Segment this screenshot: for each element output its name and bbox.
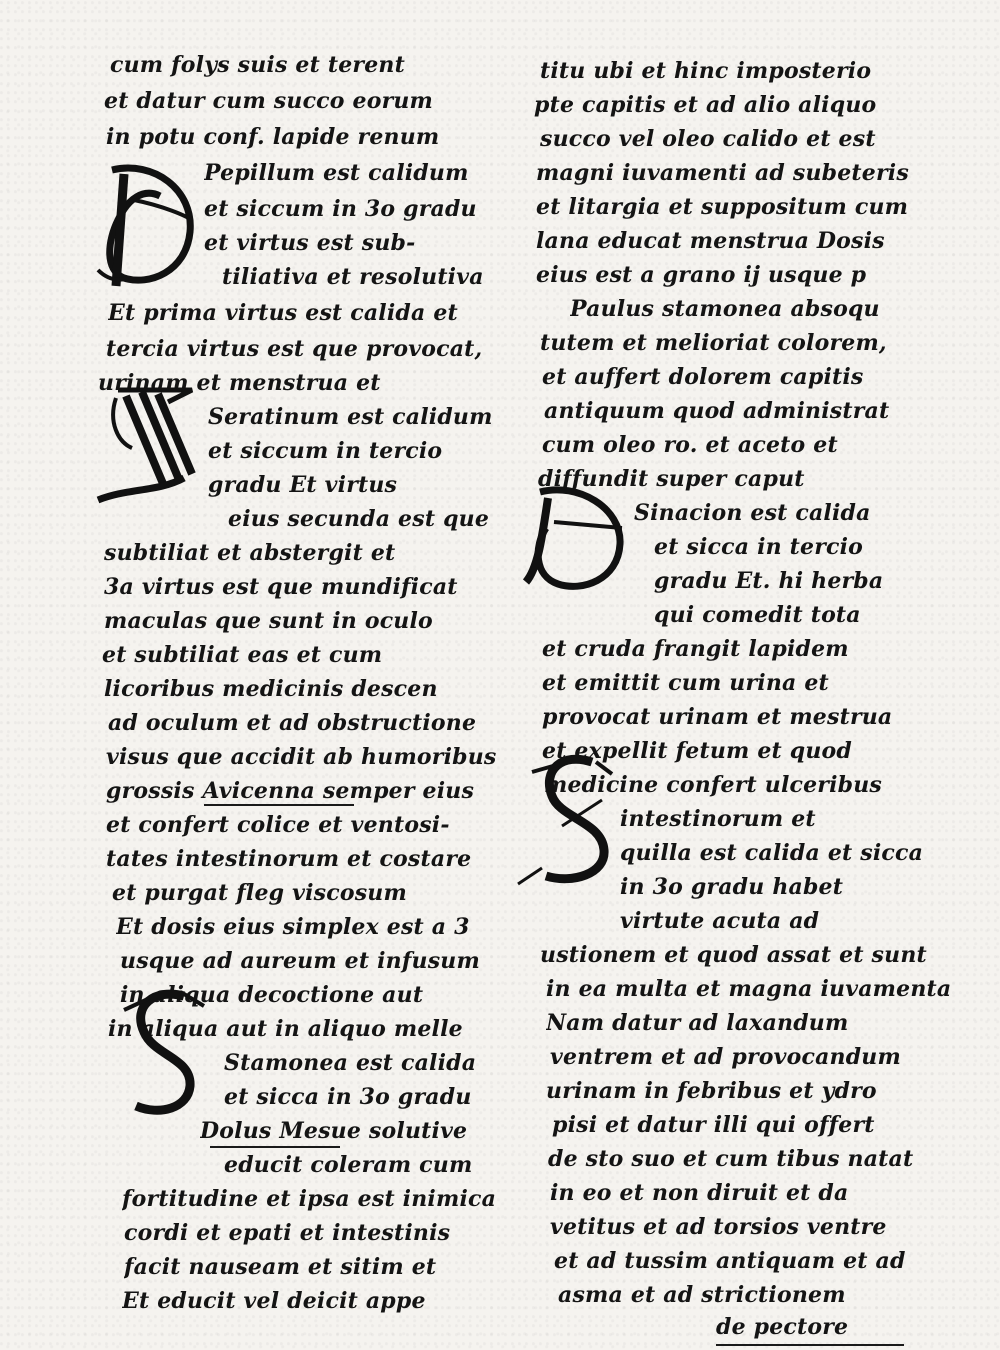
text-line: eius est a grano ij usque p [536,262,867,288]
text-line: tutem et melioriat colorem, [540,330,887,356]
text-line: provocat urinam et mestrua [542,704,893,730]
text-line: in aliqua decoctione aut [120,982,424,1008]
text-line: Et educit vel deicit appe [122,1288,426,1314]
text-line: magni iuvamenti ad subeteris [536,160,909,186]
text-line: gradu Et. hi herba [654,568,884,594]
text-line: et sicca in 3o gradu [224,1084,472,1110]
text-line: et datur cum succo eorum [104,88,434,114]
text-line: grossis Avicenna semper eius [106,778,475,804]
text-line: gradu Et virtus [208,472,398,498]
text-line: antiquum quod administrat [544,398,890,424]
text-line: ventrem et ad provocandum [550,1044,901,1070]
text-line: cum folys suis et terent [110,52,405,78]
text-line: de pectore [716,1314,849,1340]
text-line: Pepillum est calidum [204,160,469,186]
text-line: tercia virtus est que provocat, [106,336,483,362]
underline [204,804,354,806]
text-line: in eo et non diruit et da [550,1180,849,1206]
text-line: diffundit super caput [538,466,805,492]
text-line: eius secunda est que [228,506,490,532]
text-line: subtiliat et abstergit et [104,540,396,566]
text-line: Et dosis eius simplex est a 3 [116,914,470,940]
decorated-initial [512,752,632,892]
text-line: Et prima virtus est calida et [108,300,458,326]
text-line: et ad tussim antiquam et ad [554,1248,906,1274]
text-line: urinam et menstrua et [98,370,381,396]
text-line: Nam datur ad laxandum [546,1010,849,1036]
text-line: et auffert dolorem capitis [542,364,864,390]
text-line: succo vel oleo calido et est [540,126,876,152]
text-line: Paulus stamonea absoqu [570,296,880,322]
text-line: et virtus est sub- [204,230,416,256]
text-line: intestinorum et [620,806,816,832]
text-line: in aliqua aut in aliquo melle [108,1016,463,1042]
text-line: Stamonea est calida [224,1050,477,1076]
text-line: educit coleram cum [224,1152,473,1178]
text-line: Seratinum est calidum [208,404,493,430]
text-line: usque ad aureum et infusum [120,948,480,974]
text-line: Dolus Mesue solutive [200,1118,468,1144]
underline [716,1344,904,1346]
decorated-initial [88,382,208,512]
text-line: cum oleo ro. et aceto et [542,432,838,458]
text-line: medicine confert ulceribus [544,772,883,798]
text-line: ustionem et quod assat et sunt [540,942,927,968]
text-line: cordi et epati et intestinis [124,1220,451,1246]
text-line: in ea multa et magna iuvamenta [546,976,952,1002]
decorated-initial [94,160,204,290]
text-line: et confert colice et ventosi- [106,812,450,838]
underline [210,1146,340,1148]
text-line: et siccum in 3o gradu [204,196,477,222]
text-line: in potu conf. lapide renum [106,124,440,150]
text-line: et emittit cum urina et [542,670,829,696]
text-line: ad oculum et ad obstructione [108,710,477,736]
text-line: facit nauseam et sitim et [124,1254,437,1280]
text-line: tates intestinorum et costare [106,846,472,872]
text-line: vetitus et ad torsios ventre [550,1214,887,1240]
text-line: licoribus medicinis descen [104,676,438,702]
text-line: lana educat menstrua Dosis [536,228,885,254]
text-line: fortitudine et ipsa est inimica [122,1186,497,1212]
text-line: et sicca in tercio [654,534,864,560]
text-line: et expellit fetum et quod [542,738,853,764]
text-line: qui comedit tota [654,602,861,628]
text-line: et subtiliat eas et cum [102,642,383,668]
text-line: pte capitis et ad alio aliquo [534,92,877,118]
text-line: urinam in febribus et ydro [546,1078,877,1104]
text-line: de sto suo et cum tibus natat [548,1146,914,1172]
text-line: et siccum in tercio [208,438,443,464]
text-line: tiliativa et resolutiva [222,264,484,290]
text-line: et purgat fleg viscosum [112,880,407,906]
text-line: et cruda frangit lapidem [542,636,849,662]
text-line: 3a virtus est que mundificat [104,574,458,600]
text-line: pisi et datur illi qui offert [552,1112,875,1138]
decorated-initial [110,986,210,1116]
text-line: asma et ad strictionem [558,1282,846,1308]
text-line: in 3o gradu habet [620,874,844,900]
decorated-initial [518,478,638,598]
text-line: quilla est calida et sicca [620,840,924,866]
text-line: virtute acuta ad [620,908,820,934]
text-line: titu ubi et hinc imposterio [540,58,872,84]
text-line: Sinacion est calida [634,500,871,526]
text-line: visus que accidit ab humoribus [106,744,497,770]
text-line: maculas que sunt in oculo [104,608,433,634]
text-line: et litargia et suppositum cum [536,194,909,220]
